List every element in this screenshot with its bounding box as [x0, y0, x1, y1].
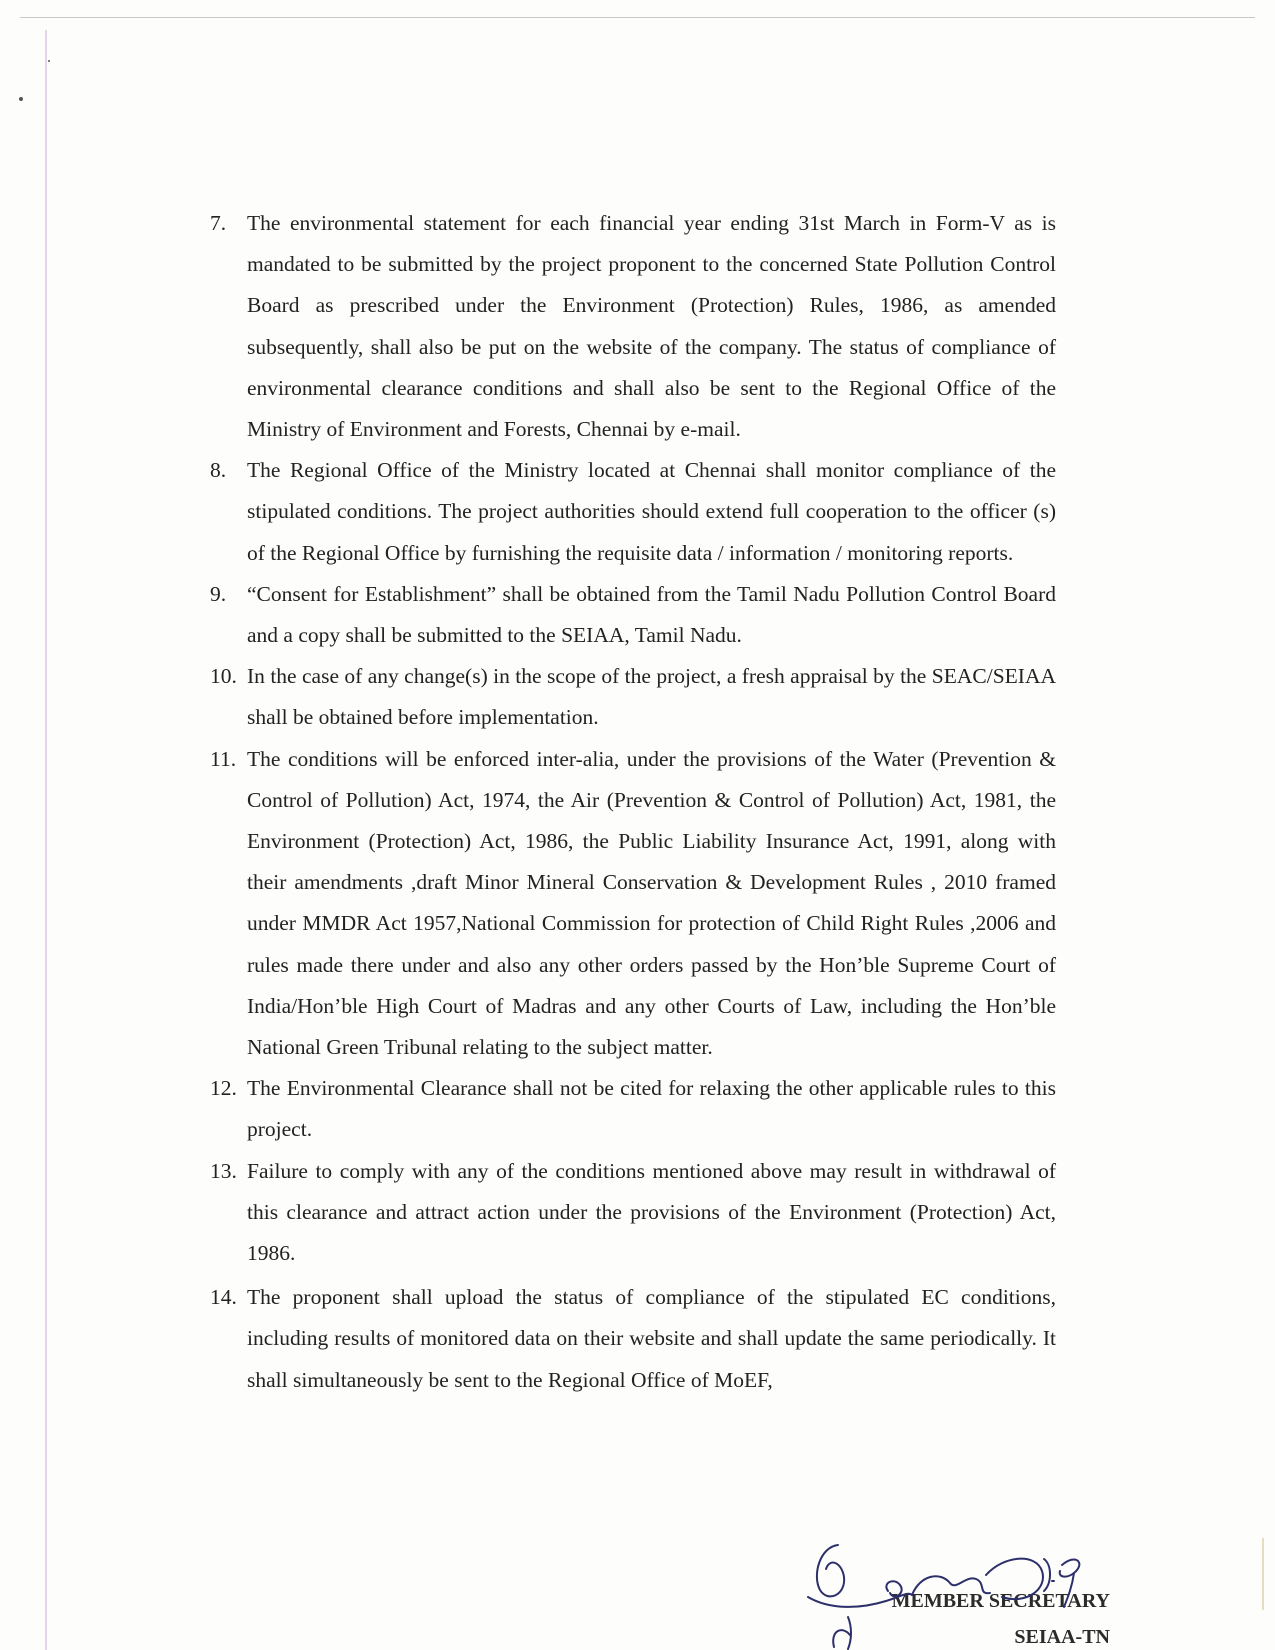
condition-item	[210, 450, 1056, 574]
condition-item	[210, 739, 1056, 1069]
condition-number: 11.	[210, 746, 237, 771]
condition-item	[210, 1277, 1056, 1401]
scan-speck	[48, 60, 50, 62]
handwritten-signature	[790, 1535, 1110, 1650]
condition-number: 14.	[210, 1285, 237, 1310]
signature-block	[790, 1535, 1110, 1650]
condition-number: 13.	[210, 1158, 237, 1183]
signatory-organization: SEIAA-TN	[1014, 1626, 1110, 1648]
condition-number: 12.	[210, 1076, 237, 1101]
condition-number: 7.	[210, 211, 227, 235]
page-right-edge	[1262, 1538, 1264, 1610]
condition-text: In the case of any change(s) in the scope of the project, a fresh appraisal by the SEAC/SEIAA shall be obtained before implementation.	[247, 664, 1056, 730]
condition-number: 8.	[210, 458, 227, 483]
condition-item	[210, 1151, 1056, 1275]
condition-text: The proponent shall upload the status of compliance of the stipulated EC conditions, including results of monitored data on their website and shall update the same periodically. It shall simultaneously be sent to the Regional Office of MoEF,	[247, 1285, 1056, 1392]
condition-text: The Regional Office of the Ministry located at Chennai shall monitor compliance of the stipulated conditions. The project authorities should extend full cooperation to the officer (s) of the Regional Office by furnishing the requisite data / information / monitoring reports.	[247, 458, 1056, 565]
condition-text: Failure to comply with any of the conditions mentioned above may result in withdrawal of this clearance and attract action under the provisions of the Environment (Protection) Act, 1986.	[247, 1158, 1056, 1266]
condition-text: The environmental statement for each financial year ending 31st March in Form-V as is mandated to be submitted by the project proponent to the concerned State Pollution Control Board as prescribed under the Environment (Protection) Rules, 1986, as amended subsequently, shall also be put on the website of the company. The status of compliance of environmental clearance conditions and shall also be sent to the Regional Office of the Ministry of Environment and Forests, Chennai by e-mail.	[247, 211, 1056, 442]
page-left-edge	[45, 30, 47, 1650]
condition-item	[210, 1068, 1056, 1150]
condition-number: 9.	[210, 581, 227, 606]
conditions-list	[210, 203, 1056, 1401]
condition-number: 10.	[210, 664, 237, 689]
signatory-title: MEMBER SECRETARY	[891, 1590, 1110, 1612]
page-top-edge	[20, 17, 1255, 18]
scan-speck	[19, 97, 23, 101]
condition-text: The conditions will be enforced inter-alia, under the provisions of the Water (Prevention & Control of Pollution) Act, 1974, the Air (Prevention & Control of Pollution) Act, 1981, the Environment (Protection) Act, 1986, the Public Liability Insurance Act, 1991, along with their amendments ,draft Minor Mineral Conservation & Development Rules , 2010 framed under MMDR Act 1957,National Commission for protection of Child Right Rules ,2006 and rules made there under and also any other orders passed by the Hon’ble Supreme Court of India/Hon’ble High Court of Madras and any other Courts of Law, including the Hon’ble National Green Tribunal relating to the subject matter.	[247, 746, 1056, 1060]
condition-text: “Consent for Establishment” shall be obtained from the Tamil Nadu Pollution Control Board and a copy shall be submitted to the SEIAA, Tamil Nadu.	[247, 581, 1056, 648]
condition-item	[210, 574, 1056, 656]
condition-item	[210, 203, 1056, 450]
condition-item	[210, 656, 1056, 738]
condition-text: The Environmental Clearance shall not be cited for relaxing the other applicable rules to this project.	[247, 1076, 1056, 1142]
